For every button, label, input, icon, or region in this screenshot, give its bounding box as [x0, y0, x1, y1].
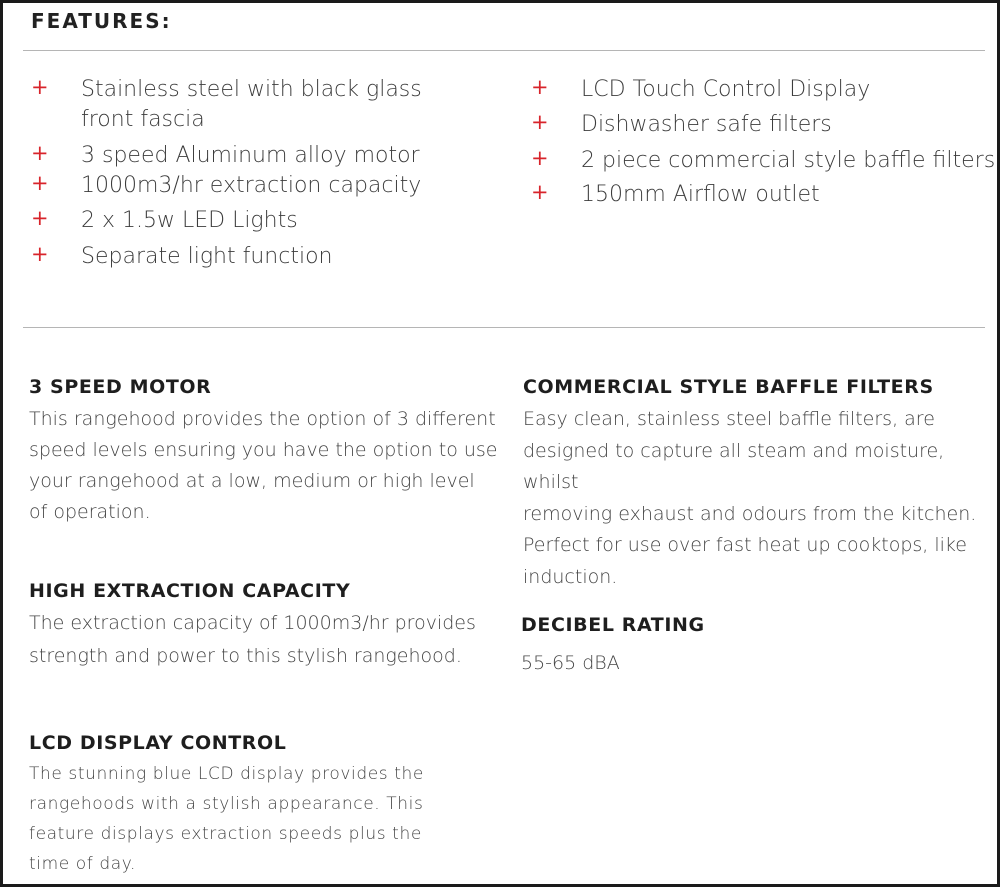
plus-icon: + [31, 206, 49, 230]
feature-text: Stainless steel with black glass [81, 77, 422, 102]
section-body: Easy clean, stainless steel baffle filters, are designed to capture all steam and moisture, whilst removing exhaust and odours from the kitchen. Perfect for use over fast heat up cooktops, like induction. [523, 408, 977, 588]
plus-icon: + [31, 75, 49, 99]
section-body: The extraction capacity of 1000m3/hr provides strength and power to this stylish rangehood. [29, 612, 476, 667]
section-baffle-filters [523, 376, 993, 593]
section-title: DECIBEL RATING [521, 614, 705, 636]
plus-icon: + [31, 171, 49, 195]
plus-icon: + [31, 242, 49, 266]
feature-text: 2 x 1.5w LED Lights [81, 208, 298, 233]
feature-text: Separate light function [81, 244, 333, 269]
section-speed-motor [29, 376, 499, 528]
plus-icon: + [531, 110, 549, 134]
plus-icon: + [531, 180, 549, 204]
divider-top [23, 50, 985, 51]
section-title: LCD DISPLAY CONTROL [29, 732, 287, 754]
section-extraction [29, 580, 499, 673]
feature-text: LCD Touch Control Display [581, 77, 871, 102]
feature-text: 3 speed Aluminum alloy motor [81, 143, 420, 168]
feature-text-cont: front fascia [81, 107, 205, 132]
feature-text: Dishwasher safe filters [581, 112, 832, 137]
feature-text: 2 piece commercial style baffle filters [581, 148, 996, 173]
plus-icon: + [531, 75, 549, 99]
plus-icon: + [31, 141, 49, 165]
section-decibel-rating [521, 614, 821, 679]
divider-middle [23, 327, 985, 328]
section-title: COMMERCIAL STYLE BAFFLE FILTERS [523, 376, 934, 398]
section-lcd-display [29, 732, 459, 879]
feature-text: 1000m3/hr extraction capacity [81, 173, 422, 198]
features-heading: FEATURES: [31, 9, 172, 33]
section-title: HIGH EXTRACTION CAPACITY [29, 580, 351, 602]
feature-text: 150mm Airflow outlet [581, 182, 820, 207]
section-title: 3 SPEED MOTOR [29, 376, 212, 398]
decibel-value: 55-65 dBA [521, 652, 620, 674]
section-body: This rangehood provides the option of 3 different speed levels ensuring you have the option to use your rangehood at a low, medium or high level of operation. [29, 408, 498, 523]
plus-icon: + [531, 146, 549, 170]
section-body: The stunning blue LCD display provides the rangehoods with a stylish appearance. This feature displays extraction speeds plus the time of day. [29, 764, 424, 874]
